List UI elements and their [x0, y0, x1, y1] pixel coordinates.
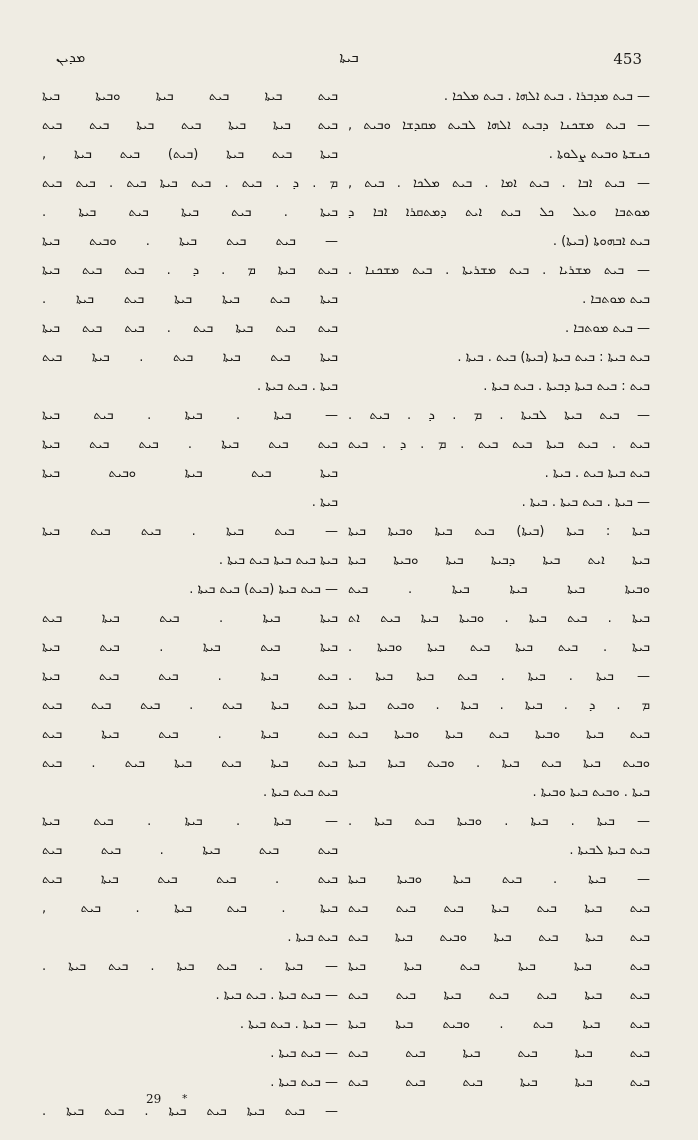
text-line: — ܒܝܬܐ . ܒܝܬ ܒܝܬܐ . ܒܝܬ ܒܝܬܐ . — [42, 959, 338, 974]
text-line: ܒܝܬܐ . ܒܝܬ ܒܝܬܐ . — [257, 379, 338, 394]
text-line: — ܒܝܬ ܒܝܬܐ . — [270, 1075, 338, 1090]
text-line: ܒܝܬ ܒܝܬܐ ܡ . ܕ . ܒܝܬ ܒܝܬ ܒܝܬܐ — [42, 263, 338, 278]
text-line: ܒܝܬ ܒܝܬܐ ܒܝܬ ܒܝܬܐ ܘܒܝܬ ܒܝܬܐ ܒܝܬ — [348, 930, 650, 945]
page-footer — [0, 1092, 698, 1112]
text-line: ܒܝܬ ܒܝܬܐ . ܒܝܬ ܒܝܬܐ ܒܝܬ — [42, 727, 338, 742]
text-line: ܒܝܬ ܒܝܬܐ ܒܝܬ ܒܝܬܐ ܒܝܬ ܒܝܬ ܒܝܬ — [348, 901, 650, 916]
text-line: ܒܝܬ . ܒܝܬ ܒܝܬ ܒܝܬܐ ܒܝܬ — [42, 872, 338, 887]
text-line: ܒܝܬܐ . ܒܝܬ ܒܝܬܐ ܒܝܬ ܒܝܬܐ . — [42, 205, 338, 220]
text-line: — ܒܝܬ ܒܝܬܐ ܒܝܬ ܒܝܬܐ . ܒܝܬ ܒܝܬܐ . — [42, 1104, 338, 1119]
text-line: ܒܝܬܐ . ܒܝܬ ܒܝܬܐ ܒܝܬ ܒܝܬܐ ܘܒܝܬܐ . — [348, 640, 650, 655]
footer-star: * — [182, 1092, 188, 1105]
text-line: ܒܝܬ ܒܝܬܐ . — [287, 930, 338, 945]
text-line: — ܒܝܬ ܒܝܬܐ . — [270, 1046, 338, 1061]
text-line: ܒܝܬܐ ܐܝܬ ܒܝܬܐ ܕܒܝܬܐ ܒܝܬܐ ܘܒܝܬܐ ܒܝܬܐ — [348, 553, 650, 568]
text-line: — ܒܝܬ ܡܘܬܒܐ . — [565, 321, 650, 336]
text-line: ܒܝܬ ܒܝܬ ܒܝܬܐ ܒܝܬ . ܒܝܬ ܒܝܬ ܒܝܬܐ — [42, 321, 338, 336]
text-line: ܘܒܝܬ ܒܝܬܐ ܒܝܬ ܒܝܬܐ . ܘܒܝܬ ܒܝܬܐ ܒܝܬܐ — [348, 756, 650, 771]
text-line: — ܒܝܬܐ . ܒܝܬ ܒܝܬܐ ܘܒܝܬܐ ܒܝܬܐ — [348, 872, 650, 887]
text-line: ܒܝܬ ܒܝܬܐ . ܒܝܬ ܒܝܬ ܒܝܬܐ — [42, 669, 338, 684]
text-line: ܒܝܬܐ ܒܝܬ ܒܝܬܐ (ܒܝܬ) ܒܝܬ ܒܝܬܐ , — [42, 147, 338, 162]
text-line: ܒܝܬ . ܒܝܬ ܒܝܬܐ ܒܝܬ ܒܝܬ . ܡ . ܕ . ܒܝܬ — [348, 437, 650, 452]
text-line: ܒܝܬ ܒܝܬܐ ܒܝܬ ܒܝܬܐ ܒܝܬ . ܒܝܬ — [42, 756, 338, 771]
running-head-title: ܒܝܬܐ — [339, 50, 359, 66]
text-line: ܒܝܬ ܒܝܬܐ ܒܝܬ ܒܝܬܐ ܒܝܬ ܒܝܬ — [348, 1046, 650, 1061]
text-line: — ܒܝܬܐ . ܒܝܬ ܒܝܬܐ . — [239, 1017, 338, 1032]
text-line: ܒܝܬܐ ܒܝܬ ܒܝܬܐ ܘܒܝܬ ܒܝܬܐ — [42, 466, 338, 481]
text-line: — ܒܝܬ ܒܝܬܐ . ܒܝܬ ܒܝܬܐ . — [215, 988, 338, 1003]
text-line: ܒܝܬ ܒܝܬܐ ܒܝܬܐ ܒܝܬ ܒܝܬ ܒܝܬ — [348, 1075, 650, 1090]
text-line: — ܒܝܬܐ . ܒܝܬܐ . ܒܝܬ ܒܝܬܐ — [42, 408, 338, 423]
text-line: ܒܝܬ ܒܝܬ ܒܝܬܐ . ܒܝܬ ܒܝܬ ܒܝܬܐ — [42, 437, 338, 452]
text-line: ܒܝܬܐ . ܒܝܬ ܒܝܬܐ . ܒܝܬ , — [42, 901, 338, 916]
text-line: ܒܝܬ ܒܝܬ ܒܝܬܐ . — [262, 785, 338, 800]
text-line: ܒܝܬ ܒܝܬܐ ܠܒܝܬܐ . — [569, 843, 650, 858]
text-line: — ܒܝܬ ܒܝܬ ܒܝܬܐ . ܘܒܝܬ ܒܝܬܐ — [42, 234, 338, 249]
text-line: ܒܝܬ ܒܝܬܐ ܒܝܬ ܒܝܬ ܒܝܬܐ ܒܝܬ ܒܝܬ — [348, 988, 650, 1003]
text-line: ܒܝܬܐ . — [311, 495, 338, 510]
text-line: ܒܝܬ ܒܝܬܐ ܒܝܬܐ ܒܝܬ ܒܝܬܐ ܒܝܬܐ — [348, 959, 650, 974]
text-line: ܒܝܬ ܒܝܬܐ ܒܝܬ ܒܝܬܐ ܘܒܝܬܐ ܒܝܬܐ — [42, 89, 338, 104]
text-line: — ܒܝܬܐ . ܒܝܬܐ . ܒܝܬ ܒܝܬܐ ܒܝܬܐ . — [348, 669, 650, 684]
text-line: ܒܝܬ ܒܝܬ ܒܝܬܐ . ܒܝܬ ܒܝܬ — [42, 843, 338, 858]
text-line: ܒܝܬ ܒܝܬܐ ܒܝܬܐ ܒܝܬ ܒܝܬܐ ܒܝܬ ܒܝܬ — [42, 118, 338, 133]
page-number: 453 — [613, 50, 642, 68]
text-line: — ܒܝܬ ܡܕܒܪܐ . ܒܝܬ ܐܠܗܐ . ܒܝܬ ܡܠܟܐ . — [443, 89, 650, 104]
text-line: ܒܝܬܐ ܒܝܬܐ . ܒܝܬ ܒܝܬܐ ܒܝܬ — [42, 611, 338, 626]
text-line: ܡ . ܕ . ܒܝܬܐ . ܒܝܬܐ . ܘܒܝܬ ܒܝܬܐ — [348, 698, 650, 713]
text-line: ܒܝܬܐ ܒܝܬ ܒܝܬܐ . ܒܝܬ ܒܝܬܐ — [42, 640, 338, 655]
text-line: ܒܝܬܐ ܒܝܬ ܒܝܬܐ ܒܝܬ ܒܝܬܐ . — [218, 553, 338, 568]
text-line: — ܒܝܬܐ . ܒܝܬܐ . ܒܝܬ ܒܝܬܐ — [42, 814, 338, 829]
text-line: ܡܘܬܒܐ ܘܥܠ ܟܠ ܒܝܬ ܐܝܬ ܕܡܬܩܪܐ ܐܒܐ ܕ — [348, 205, 650, 220]
signature-mark: 29 — [146, 1092, 162, 1106]
text-line: ܒܝܬ ܒܝܬܐ ܘܒܝܬܐ ܒܝܬ ܒܝܬܐ ܘܒܝܬܐ ܒܝܬ — [348, 727, 650, 742]
text-line: ܒܝܬܐ . ܒܝܬ ܒܝܬܐ . ܘܒܝܬܐ ܒܝܬܐ ܒܝܬ ܐܬ — [348, 611, 650, 626]
text-column-left — [42, 82, 338, 1126]
running-head-left: ܡܕܝܢ — [56, 50, 86, 66]
text-line: ܒܝܬ : ܒܝܬ ܒܝܬܐ ܕܒܝܬܐ . ܒܝܬ ܒܝܬܐ . — [483, 379, 650, 394]
text-line: — ܒܝܬ ܒܝܬܐ . ܒܝܬ ܒܝܬ ܒܝܬܐ — [42, 524, 338, 539]
text-line: ܒܝܬ ܒܝܬܐ ܒܝܬ . ܒܝܬܐ . — [544, 466, 650, 481]
text-line: ܟܢܫܬܐ ܘܒܝܬ ܨܠܘܬܐ . — [548, 147, 650, 162]
text-line: ܒܝܬ ܐܒܗܘܬܐ (ܒܝܬܐ) . — [552, 234, 650, 249]
text-line: ܒܝܬ ܒܝܬܐ : ܒܝܬ ܒܝܬܐ (ܒܝܬܐ) ܒܝܬ . ܒܝܬܐ . — [457, 350, 650, 365]
text-line: — ܒܝܬ ܒܝܬܐ (ܒܝܬ) ܒܝܬ ܒܝܬܐ . — [189, 582, 338, 597]
text-line: ܒܝܬܐ . ܘܒܝܬ ܒܝܬܐ ܘܒܝܬܐ . — [532, 785, 650, 800]
text-line: — ܒܝܬܐ . ܒܝܬܐ . ܘܒܝܬܐ ܒܝܬ ܒܝܬܐ . — [348, 814, 650, 829]
text-line: — ܒܝܬ ܡܫܪܝܐ . ܒܝܬ ܡܫܪܝܬܐ . ܒܝܬ ܡܫܟܢܐ . — [348, 263, 650, 278]
text-line: ܒܝܬ ܒܝܬܐ ܒܝܬ . ܒܝܬ ܒܝܬ ܒܝܬ — [42, 698, 338, 713]
text-line: ܡ . ܕ . ܒܝܬ . ܒܝܬ ܒܝܬܐ ܒܝܬ . ܒܝܬ ܒܝܬ — [42, 176, 338, 191]
text-line: — ܒܝܬ ܒܝܬܐ ܠܒܝܬܐ . ܡ . ܕ . ܒܝܬ . — [348, 408, 650, 423]
text-line: ܒܝܬ ܡܘܬܒܐ . — [582, 292, 650, 307]
text-line: ܒܝܬܐ : ܒܝܬܐ (ܒܝܬܐ) ܒܝܬ ܒܝܬܐ ܘܒܝܬܐ ܒܝܬܐ — [348, 524, 650, 539]
text-line: ܘܒܝܬܐ ܒܝܬܐ ܒܝܬܐ ܒܝܬܐ . ܒܝܬ — [348, 582, 650, 597]
text-line: ܒܝܬܐ ܒܝܬ ܒܝܬܐ ܒܝܬܐ ܒܝܬ ܒܝܬܐ . — [42, 292, 338, 307]
running-head — [0, 50, 698, 78]
text-line: — ܒܝܬ ܡܫܟܢܐ ܕܒܝܬ ܐܠܗܐ ܠܒܝܬ ܡܩܕܫܐ ܘܒܝܬ , — [348, 118, 650, 133]
text-column-right — [348, 82, 650, 1097]
text-line: — ܒܝܬܐ . ܒܝܬ ܒܝܬܐ . ܒܝܬܐ . — [521, 495, 650, 510]
text-line: ܒܝܬ ܒܝܬܐ ܒܝܬ . ܘܒܝܬ ܒܝܬܐ ܒܝܬܐ — [348, 1017, 650, 1032]
text-line: ܒܝܬܐ ܒܝܬ ܒܝܬܐ ܒܝܬ . ܒܝܬܐ ܒܝܬ — [42, 350, 338, 365]
text-line: — ܒܝܬ ܐܒܐ . ܒܝܬ ܐܡܐ . ܒܝܬ ܡܠܟܐ . ܒܝܬ , — [348, 176, 650, 191]
